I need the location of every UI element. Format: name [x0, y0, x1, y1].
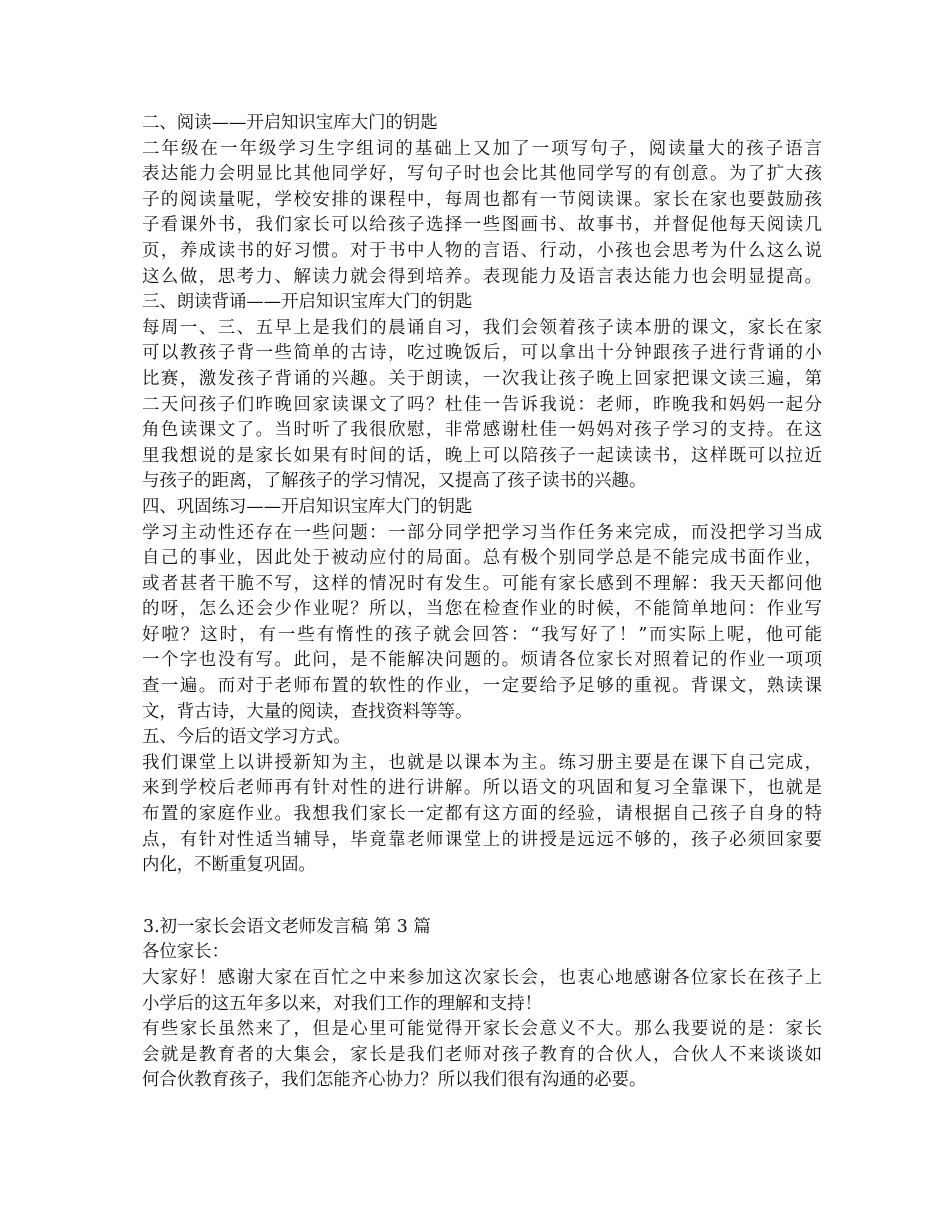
paragraph-line: 会就是教育者的大集会，家长是我们老师对孩子教育的合伙人，合伙人不来谈谈如: [142, 1044, 822, 1065]
paragraph-line: 大家好！感谢大家在百忙之中来参加这次家长会，也衷心地感谢各位家长在孩子上: [142, 968, 822, 988]
paragraph-line: 或者甚者干脆不写，这样的情况时有发生。可能有家长感到不理解：我天天都问他: [142, 573, 822, 594]
paragraph-line: 二年级在一年级学习生字组词的基础上又加了一项写句子，阅读量大的孩子语言: [142, 138, 822, 159]
paragraph-line: 表达能力会明显比其他同学好，写句子时也会比其他同学写的有创意。为了扩大孩: [142, 164, 822, 185]
paragraph-line: 自己的事业，因此处于被动应付的局面。总有极个别同学总是不能完成书面作业，: [142, 548, 822, 569]
paragraph-line: 的呀，怎么还会少作业呢？所以，当您在检查作业的时候，不能简单地问：作业写: [142, 599, 822, 620]
paragraph-line: 学习主动性还存在一些问题：一部分同学把学习当作任务来完成，而没把学习当成: [142, 522, 822, 543]
paragraph-line: 有些家长虽然来了，但是心里可能觉得开家长会意义不大。那么我要说的是：家长: [142, 1019, 822, 1040]
paragraph-line: 点，有针对性适当辅导，毕竟靠老师课堂上的讲授是远远不够的，孩子必须回家要: [142, 829, 822, 850]
paragraph-line: 何合伙教育孩子，我们怎能齐心协力？所以我们很有沟通的必要。: [142, 1070, 647, 1091]
paragraph-line: 内化，不断重复巩固。: [142, 855, 316, 876]
section-heading-recitation: 三、朗读背诵——开启知识宝库大门的钥匙: [142, 292, 473, 313]
paragraph-line: 我们课堂上以讲授新知为主，也就是以课本为主。练习册主要是在课下自己完成，: [142, 752, 822, 773]
paragraph-line: 好啦？这时，有一些有惰性的孩子就会回答：“我写好了！”而实际上呢，他可能: [142, 624, 822, 645]
paragraph-line: 来到学校后老师再有针对性的进行讲解。所以语文的巩固和复习全靠课下，也就是: [142, 778, 822, 799]
article-title: 3.初一家长会语文老师发言稿 第 3 篇: [143, 916, 431, 937]
section-heading-practice: 四、巩固练习——开启知识宝库大门的钥匙: [142, 496, 473, 517]
section-heading-reading: 二、阅读——开启知识宝库大门的钥匙: [142, 113, 438, 133]
paragraph-line: 查一遍。而对于老师布置的软性的作业，一定要给予足够的重视。背课文，熟读课: [142, 676, 822, 697]
paragraph-line: 比赛，激发孩子背诵的兴趣。关于朗读，一次我让孩子晚上回家把课文读三遍，第: [142, 368, 822, 389]
paragraph-line: 这么做，思考力、解读力就会得到培养。表现能力及语言表达能力也会明显提高。: [142, 266, 822, 287]
paragraph-line: 角色读课文了。当时听了我很欣慰，非常感谢杜佳一妈妈对孩子学习的支持。在这: [142, 420, 822, 441]
paragraph-line: 二天问孩子们昨晚回家读课文了吗？杜佳一告诉我说：老师，昨晚我和妈妈一起分: [142, 394, 822, 415]
paragraph-line: 子看课外书，我们家长可以给孩子选择一些图画书、故事书，并督促他每天阅读几: [142, 215, 822, 236]
paragraph-line: 可以教孩子背一些简单的古诗，吃过晚饭后，可以拿出十分钟跟孩子进行背诵的小: [142, 343, 822, 364]
paragraph-line: 里我想说的是家长如果有时间的话，晚上可以陪孩子一起读读书，这样既可以拉近: [142, 445, 822, 466]
paragraph-line: 布置的家庭作业。我想我们家长一定都有这方面的经验，请根据自己孩子自身的特: [142, 804, 822, 825]
paragraph-line: 一个字也没有写。此问，是不能解决问题的。烦请各位家长对照着记的作业一项项: [142, 650, 822, 671]
section-heading-future-study: 五、今后的语文学习方式。: [142, 727, 351, 748]
paragraph-line: 与孩子的距离，了解孩子的学习情况，又提高了孩子读书的兴趣。: [142, 471, 647, 492]
paragraph-line: 子的阅读量呢，学校安排的课程中，每周也都有一节阅读课。家长在家也要鼓励孩: [142, 189, 822, 210]
paragraph-line: 小学后的这五年多以来，对我们工作的理解和支持！: [142, 993, 542, 1014]
paragraph-line: 每周一、三、五早上是我们的晨诵自习，我们会领着孩子读本册的课文，家长在家: [142, 317, 822, 338]
greeting: 各位家长：: [142, 942, 229, 963]
section-spacer: [142, 879, 822, 915]
paragraph-line: 页，养成读书的好习惯。对于书中人物的言语、行动，小孩也会思考为什么这么说: [142, 240, 822, 261]
paragraph-line: 文，背古诗，大量的阅读，查找资料等等。: [142, 701, 473, 722]
document-page: [142, 111, 822, 1094]
